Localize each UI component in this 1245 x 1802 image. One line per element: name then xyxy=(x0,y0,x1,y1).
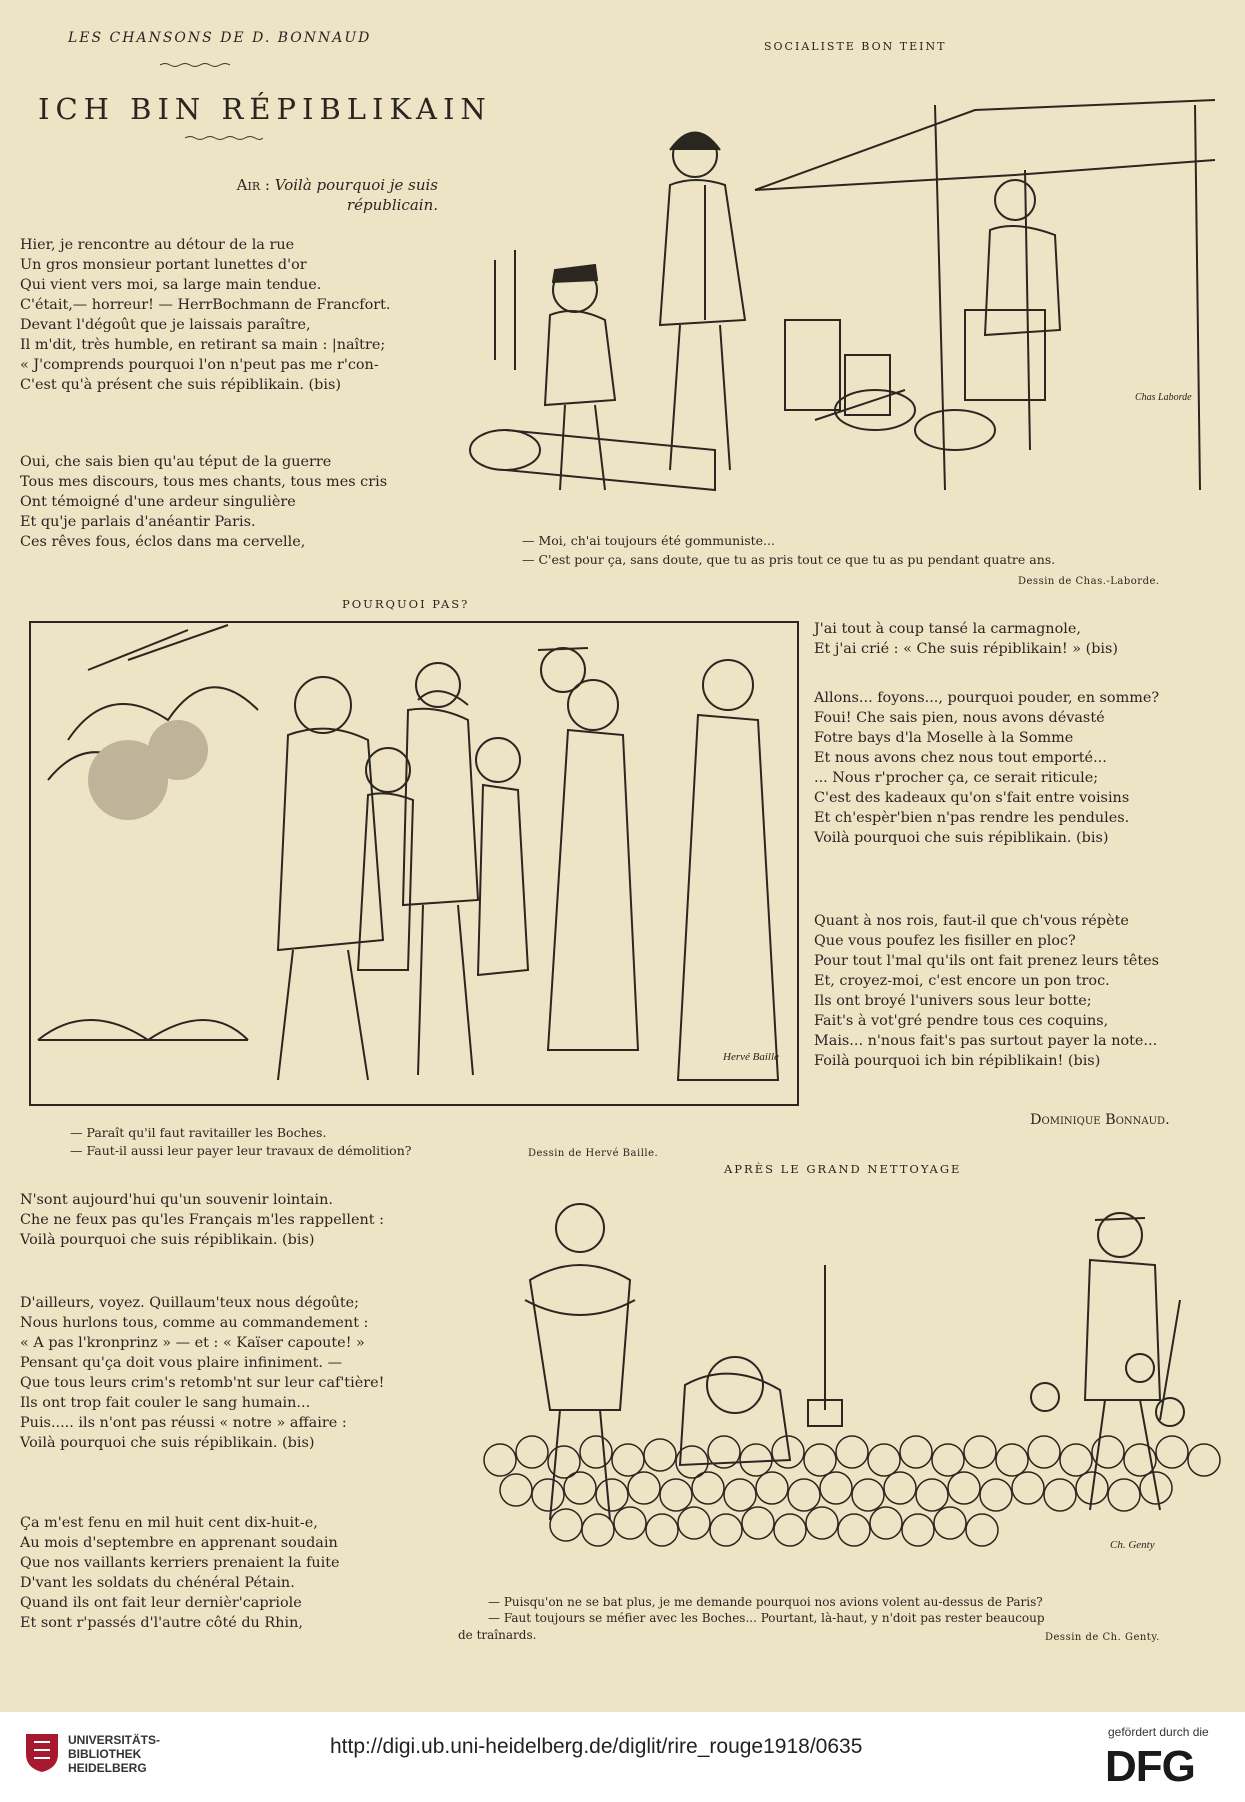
stanza-2-part-2: N'sont aujourd'hui qu'un souvenir lointain. Che ne feux pas qu'les Français m'les rappellent : Voilà pourquoi che suis répiblikain. (bis) xyxy=(20,1192,384,1248)
cartoon3-signature: Ch. Genty xyxy=(1110,1539,1155,1551)
cartoon1-credit: Dessin de Chas.-Laborde. xyxy=(1018,576,1160,587)
stanza-1: Hier, je rencontre au détour de la rue Un gros monsieur portant lunettes d'or Qui vient vers moi, sa large main tendue. C'était,— horreur! — HerrBochmann de Francfort. Devant l'dégoût que je laissais paraître, Il m'dit, très humble, en retirant sa main : |naître; « J'comprends pourquoi l'on n'peut pas me r'con- C'est qu'à présent che suis répiblikain. (bis) xyxy=(20,237,391,393)
ornament-rule xyxy=(160,62,230,68)
cartoon2-caption-2: — Faut-il aussi leur payer leur travaux de démolition? xyxy=(70,1143,412,1158)
cartoon1-signature: Chas Laborde xyxy=(1135,392,1192,403)
cartoon3-caption-2: — Faut toujours se méfier avec les Boches... Pourtant, là-haut, y n'doit pas rester beaucoup xyxy=(488,1611,1045,1625)
cartoon3-title: APRÈS LE GRAND NETTOYAGE xyxy=(724,1162,962,1176)
university-name: UNIVERSITÄTS- BIBLIOTHEK HEIDELBERG xyxy=(68,1733,161,1775)
title-ornament xyxy=(185,135,263,141)
dfg-logo: DFG xyxy=(1105,1742,1195,1791)
stanza-3: D'ailleurs, voyez. Quillaum'teux nous dégoûte; Nous hurlons tous, comme au commandement : « A pas l'kronprinz » — et : « Kaïser capoute! » Pensant qu'ça doit vous plaire infiniment. — Que tous leurs crim's retomb'nt sur leur caf'tière! Ils ont trop fait couler le sang humain... Puis..... ils n'ont pas réussi « notre » affaire : Voilà pourquoi che suis répiblikain. (bis) xyxy=(20,1295,385,1451)
stanza-4-part-2: J'ai tout à coup tansé la carmagnole, Et j'ai crié : « Che suis répiblikain! » (bis) xyxy=(814,621,1119,657)
cartoon-apres-le-grand-nettoyage xyxy=(470,1190,1235,1585)
stanza-5: Allons... foyons..., pourquoi pouder, en somme? Foui! Che sais pien, nous avons dévasté Fotre bays d'la Moselle à la Somme Et nous avons chez nous tout emporté... ... Nous r'procher ça, ce serait riticule; C'est des kadeaux qu'on s'fait entre voisins Et ch'espèr'bien n'pas rendre les pendules. Voilà pourquoi che suis répiblikain. (bis) xyxy=(814,690,1160,846)
cartoon2-title: POURQUOI PAS? xyxy=(342,597,470,611)
cartoon-socialiste-bon-teint xyxy=(455,70,1235,515)
air-title-2: républicain. xyxy=(346,196,438,214)
cartoon2-caption-1: — Paraît qu'il faut ravitailler les Boches. xyxy=(70,1125,327,1140)
air-line: Air : Voilà pourquoi je suis républicain. xyxy=(236,176,438,214)
stanza-4-part-1: Ça m'est fenu en mil huit cent dix-huit-e, Au mois d'septembre en apprenant soudain Que nos vaillants kerriers prenaient la fuite D'vant les soldats du chénéral Pétain. Quand ils ont fait leur dernièr'capriole Et sont r'passés d'l'autre côté du Rhin, xyxy=(20,1515,340,1631)
stanza-6: Quant à nos rois, faut-il que ch'vous répète Que vous poufez les fisiller en ploc? Pour tout l'mal qu'ils ont fait prenez leurs têtes Et, croyez-moi, c'est encore un pon troc. Ils ont broyé l'univers sous leur botte; Fait's à vot'gré pendre tous ces coquins, Mais... n'nous fait's pas surtout payer la note... Foilà pourquoi ich bin répiblikain! (bis) xyxy=(814,913,1160,1069)
air-title-1: Voilà pourquoi je suis xyxy=(274,176,438,194)
cartoon-pourquoi-pas xyxy=(28,620,800,1107)
cartoon2-credit: Dessin de Hervé Baille. xyxy=(528,1148,659,1159)
running-header-left: LES CHANSONS DE D. BONNAUD xyxy=(68,30,372,46)
author-signature: Dominique Bonnaud. xyxy=(1030,1112,1170,1128)
cartoon3-credit: Dessin de Ch. Genty. xyxy=(1045,1632,1160,1643)
song-title: ICH BIN RÉPIBLIKAIN xyxy=(38,92,492,126)
permalink-url[interactable]: http://digi.ub.uni-heidelberg.de/diglit/rire_rouge1918/0635 xyxy=(330,1735,863,1758)
cartoon1-caption-1: — Moi, ch'ai toujours été gommuniste... xyxy=(522,533,775,548)
university-seal-icon xyxy=(22,1730,62,1774)
funding-caption: gefördert durch die xyxy=(1108,1725,1209,1739)
cartoon3-caption-3: de traînards. xyxy=(458,1628,537,1642)
air-label: Air xyxy=(236,176,261,194)
cartoon1-caption-2: — C'est pour ça, sans doute, que tu as pris tout ce que tu as pu pendant quatre ans. xyxy=(522,552,1056,567)
running-header-right: SOCIALISTE BON TEINT xyxy=(764,40,947,53)
stanza-2-part-1: Oui, che sais bien qu'au téput de la guerre Tous mes discours, tous mes chants, tous mes cris Ont témoigné d'une ardeur singulière Et qu'je parlais d'anéantir Paris. Ces rêves fous, éclos dans ma cervelle, xyxy=(20,454,388,550)
cartoon2-signature: Hervé Baille xyxy=(723,1051,779,1063)
cartoon3-caption-1: — Puisqu'on ne se bat plus, je me demande pourquoi nos avions volent au-dessus de Paris? xyxy=(488,1595,1043,1609)
